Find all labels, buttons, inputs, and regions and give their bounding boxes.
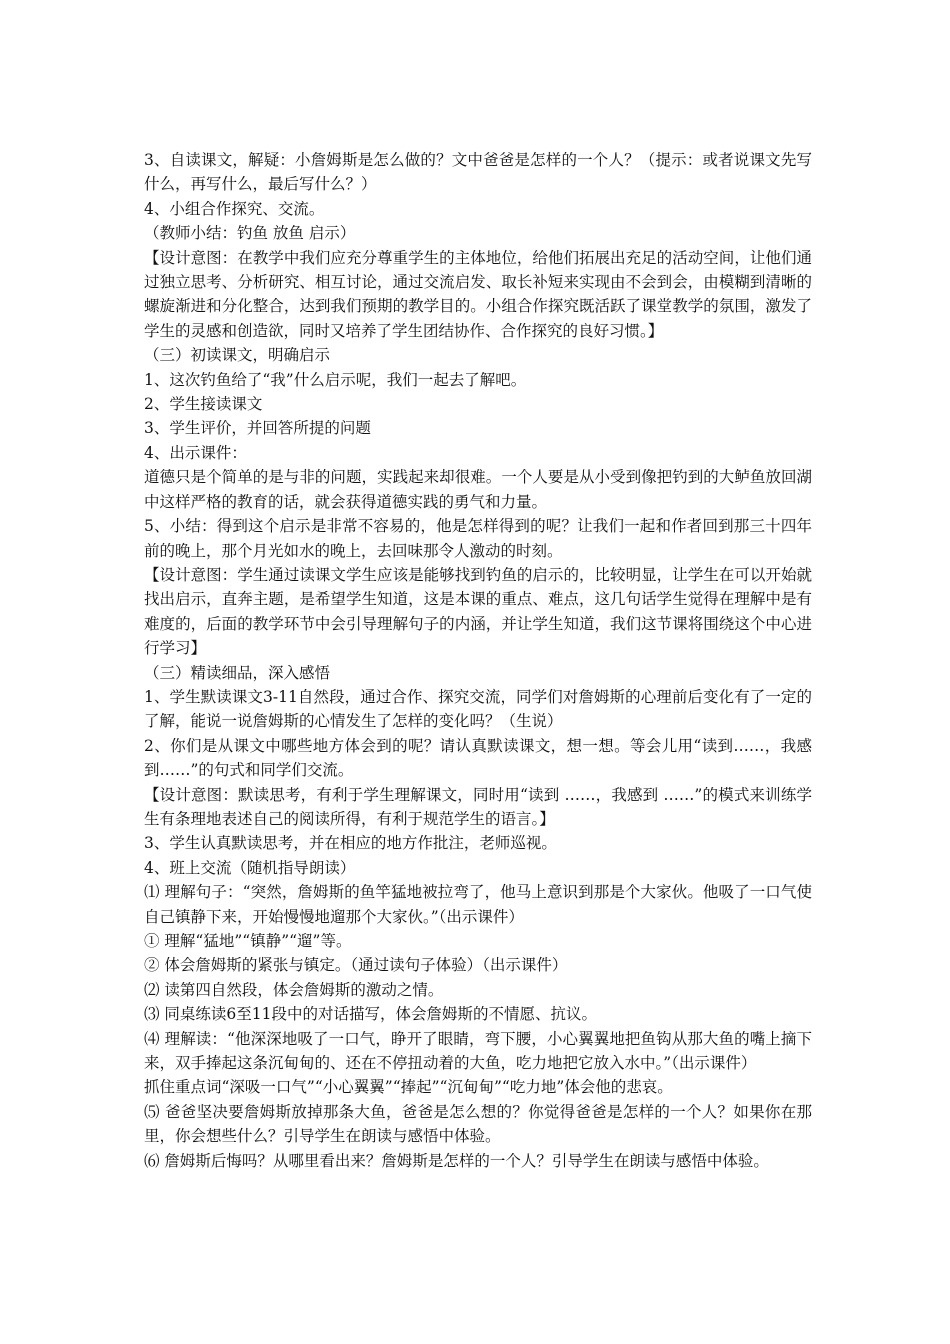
paragraph-close-item-3: 3、学生认真默读思考，并在相应的地方作批注，老师巡视。 [144,834,557,853]
paragraph-key-words: 抓住重点词“深吸一口气”“小心翼翼”“捧起”“沉甸甸”“吃力地”体会他的悲哀。 [144,1078,673,1097]
paragraph-sub-3: ⑶ 同桌练读6至11段中的对话描写，体会詹姆斯的不情愿、抗议。 [144,1005,598,1024]
paragraph-design-intent-1: 【设计意图：在教学中我们应充分尊重学生的主体地位，给他们拓展出充足的活动空间，让他们通过独立思考、分析研究、相互讨论，通过交流启发、取长补短来实现由不会到会，由模糊到清晰的螺旋渐进和分化整合，达到我们预期的教学目的。小组合作探究既活跃了课堂教学的氛围，激发了学生的灵感和创造欲，同时又培养了学生团结协作、合作探究的良好习惯。】 [144,248,812,340]
paragraph-sub-4: ⑷ 理解读：“他深深地吸了一口气，睁开了眼睛，弯下腰，小心翼翼地把鱼钩从那大鱼的嘴上摘下来，双手捧起这条沉甸甸的、还在不停扭动着的大鱼，吃力地把它放入水中。”（出示课件） [144,1029,812,1073]
paragraph-item-2: 2、学生接读课文 [144,395,263,414]
paragraph-step-4-group-work: 4、小组合作探究、交流。 [144,199,325,218]
section-heading-first-reading: （三）初读课文，明确启示 [144,346,331,365]
paragraph-item-5-summary: 5、小结：得到这个启示是非常不容易的，他是怎样得到的呢？让我们一起和作者回到那三十四年前的晚上，那个月光如水的晚上，去回味那令人激动的时刻。 [144,517,812,560]
paragraph-sub-1-b: ② 体会詹姆斯的紧张与镇定。（通过读句子体验）（出示课件） [144,956,568,975]
paragraph-sub-2: ⑵ 读第四自然段，体会詹姆斯的激动之情。 [144,980,444,999]
paragraph-step-3-self-read: 3、自读课文，解疑：小詹姆斯是怎么做的？文中爸爸是怎样的一个人？（提示：或者说课文先写什么，再写什么，最后写什么？） [144,151,812,194]
paragraph-close-item-4: 4、班上交流（随机指导朗读） [144,858,356,877]
paragraph-item-1: 1、这次钓鱼给了“我”什么启示呢，我们一起去了解吧。 [144,370,527,389]
paragraph-sub-6: ⑹ 詹姆斯后悔吗？从哪里看出来？詹姆斯是怎样的一个人？引导学生在朗读与感悟中体验。 [144,1151,769,1170]
document-body [144,148,812,1173]
paragraph-close-item-1: 1、学生默读课文3-11自然段，通过合作、探究交流，同学们对詹姆斯的心理前后变化有了一定的了解，能说一说詹姆斯的心情发生了怎样的变化吗？（生说） [144,687,812,731]
section-heading-close-reading: （三）精读细品，深入感悟 [144,663,331,682]
paragraph-sub-5: ⑸ 爸爸坚决要詹姆斯放掉那条大鱼，爸爸是怎么想的？你觉得爸爸是怎样的一个人？如果你在那里，你会想些什么？引导学生在朗读与感悟中体验。 [144,1102,812,1146]
paragraph-courseware-quote: 道德只是个简单的是与非的问题，实践起来却很难。一个人要是从小受到像把钓到的大鲈鱼放回湖中这样严格的教育的话，就会获得道德实践的勇气和力量。 [144,468,812,511]
paragraph-design-intent-2: 【设计意图：学生通过读课文学生应该是能够找到钓鱼的启示的，比较明显，让学生在可以开始就找出启示，直奔主题，是希望学生知道，这是本课的重点、难点，这几句话学生觉得在理解中是有难度的，后面的教学环节中会引导理解句子的内涵，并让学生知道，我们这节课将围绕这个中心进行学习】 [144,565,812,658]
paragraph-design-intent-3: 【设计意图：默读思考，有利于学生理解课文，同时用“读到 ……，我感到 ……”的模式来训练学生有条理地表述自己的阅读所得，有利于规范学生的语言。】 [144,785,812,828]
paragraph-sub-1-a: ① 理解“猛地”“镇静”“遛”等。 [144,932,352,950]
paragraph-item-3: 3、学生评价，并回答所提的问题 [144,419,371,438]
paragraph-item-4: 4、出示课件： [144,443,247,462]
paragraph-close-item-2: 2、你们是从课文中哪些地方体会到的呢？请认真默读课文，想一想。等会儿用“读到……，我感到……”的句式和同学们交流。 [144,736,812,780]
paragraph-sub-1: ⑴ 理解句子：“突然，詹姆斯的鱼竿猛地被拉弯了，他马上意识到那是个大家伙。他吸了一口气使自己镇静下来，开始慢慢地遛那个大家伙。”（出示课件） [144,883,812,926]
paragraph-teacher-summary: （教师小结：钓鱼 放鱼 启示） [144,224,356,243]
